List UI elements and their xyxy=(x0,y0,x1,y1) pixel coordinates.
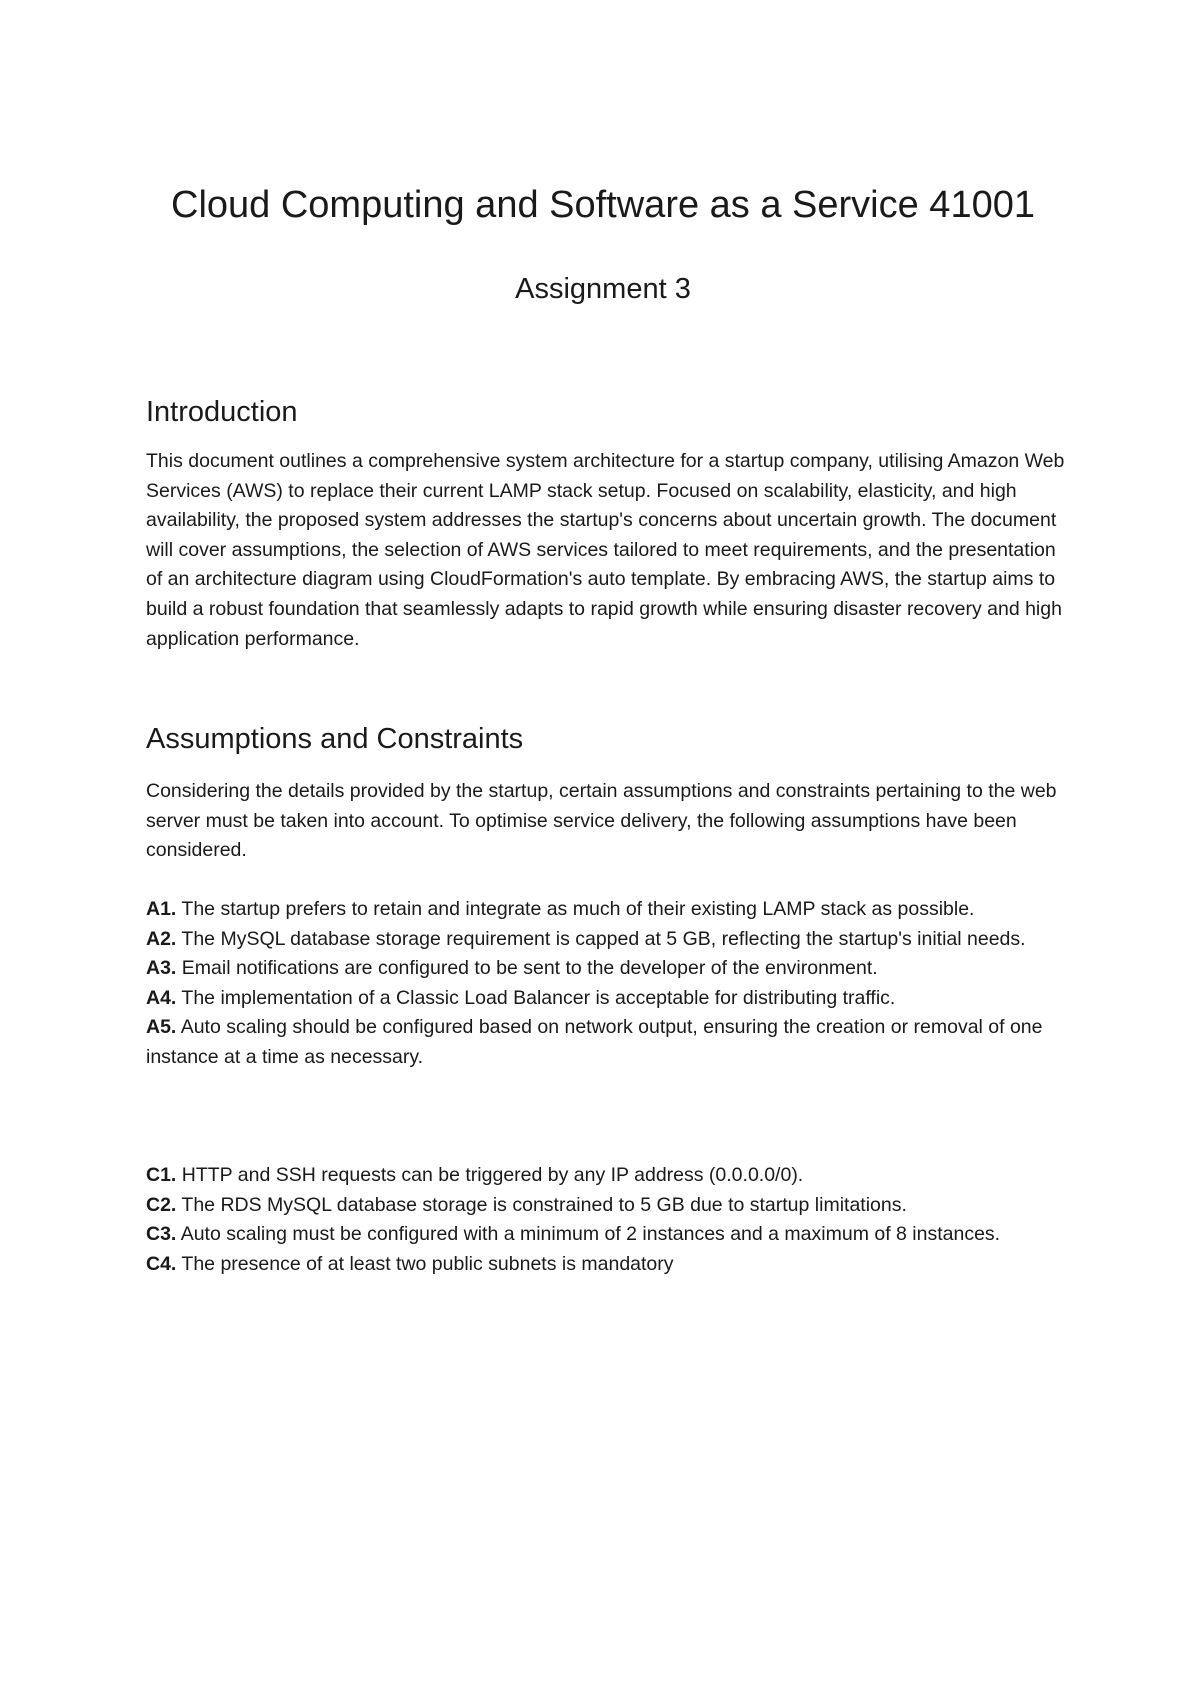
item-key: C3. xyxy=(146,1223,177,1246)
item-text: The RDS MySQL database storage is constrained to 5 GB due to startup limitations. xyxy=(176,1193,907,1216)
list-item xyxy=(146,984,1066,1014)
item-key: A5. xyxy=(146,1016,177,1039)
constraints-list xyxy=(146,1161,1066,1279)
assumptions-paragraph: Considering the details provided by the startup, certain assumptions and constraints pertaining to the web server must be taken into account. To optimise service delivery, the following assumptions have been considered. xyxy=(146,780,1057,862)
item-text: HTTP and SSH requests can be triggered by any IP address (0.0.0.0/0). xyxy=(176,1164,804,1186)
introduction-heading: Introduction xyxy=(146,396,298,428)
item-text: The MySQL database storage requirement is capped at 5 GB, reflecting the startup's initial needs. xyxy=(176,927,1026,950)
assumptions-list xyxy=(146,895,1066,1073)
item-key: A1. xyxy=(146,898,177,920)
document-subtitle: Assignment 3 xyxy=(515,273,691,305)
list-item xyxy=(146,925,1066,955)
assumptions-heading: Assumptions and Constraints xyxy=(146,723,524,755)
list-item xyxy=(146,1250,1066,1280)
item-key: C2. xyxy=(146,1193,177,1216)
item-text: The implementation of a Classic Load Balancer is acceptable for distributing traffic. xyxy=(176,986,896,1009)
item-key: C4. xyxy=(146,1252,177,1275)
item-text: Email notifications are configured to be sent to the developer of the environment. xyxy=(176,957,878,980)
item-text: Auto scaling must be configured with a minimum of 2 instances and a maximum of 8 instances. xyxy=(176,1223,1001,1246)
list-item xyxy=(146,1013,1066,1072)
document-title: Cloud Computing and Software as a Service 41001 xyxy=(171,184,1035,226)
item-key: A2. xyxy=(146,927,177,950)
list-item xyxy=(146,1220,1066,1250)
item-text: The startup prefers to retain and integrate as much of their existing LAMP stack as possible. xyxy=(176,898,975,920)
item-key: C1. xyxy=(146,1164,177,1186)
list-item xyxy=(146,895,1066,925)
list-item xyxy=(146,1161,1066,1191)
list-item xyxy=(146,954,1066,984)
item-text: Auto scaling should be configured based on network output, ensuring the creation or removal of one instance at a time as necessary. xyxy=(146,1016,1043,1068)
item-key: A3. xyxy=(146,957,177,980)
list-item xyxy=(146,1191,1066,1221)
introduction-paragraph: This document outlines a comprehensive system architecture for a startup company, utilising Amazon Web Services (AWS) to replace their current LAMP stack setup. Focused on scalability, elasticity, and high availability, the proposed system addresses the startup's concerns about uncertain growth. The document will cover assumptions, the selection of AWS services tailored to meet requirements, and the presentation of an architecture diagram using CloudFormation's auto template. By embracing AWS, the startup aims to build a robust foundation that seamlessly adapts to rapid growth while ensuring disaster recovery and high application performance. xyxy=(146,450,1065,650)
item-key: A4. xyxy=(146,986,177,1009)
item-text: The presence of at least two public subnets is mandatory xyxy=(176,1252,674,1275)
